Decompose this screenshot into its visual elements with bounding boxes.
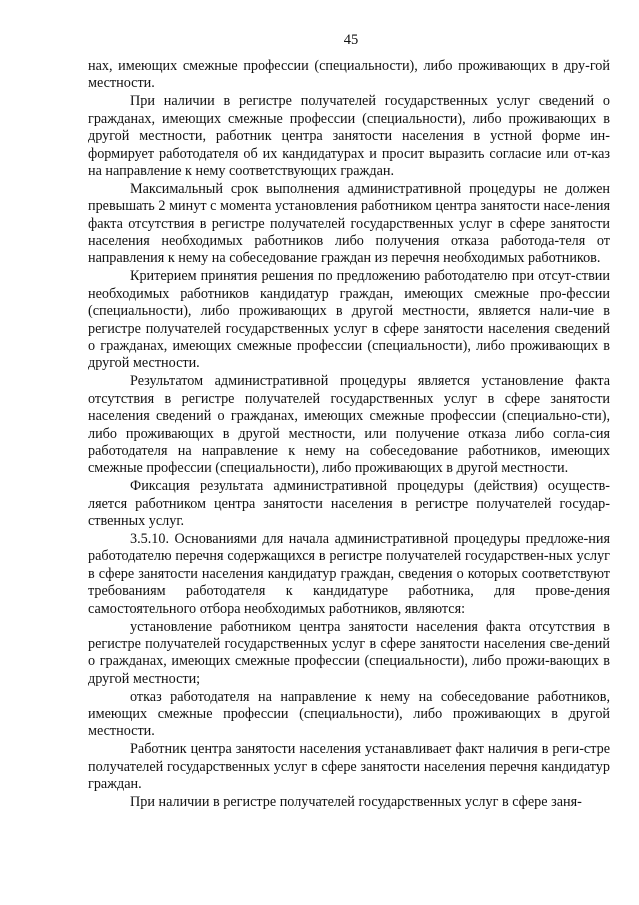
paragraph-7: 3.5.10. Основаниями для начала административной процедуры предложе-ния работодателю перечня содержащихся в регистре получателей государствен-ных услуг в сфере занятости населения кандидатур граждан, сведения о которых соответствуют требованиям работодателя к кандидатуре работника, для прове-дения самостоятельного отбора необходимых работников, являются: <box>88 530 610 617</box>
paragraph-6: Фиксация результата административной процедуры (действия) осуществ-ляется работником центра занятости населения в регистре получателей государ-ственных услуг. <box>88 478 610 530</box>
paragraph-3: Максимальный срок выполнения административной процедуры не должен превышать 2 минут с момента установления работником центра занятости насе-ления факта отсутствия в регистре получателей государственных услуг в сфере занятости населения необходимых работников либо получения отказа работода-теля от направления к нему на собеседование граждан из перечня необходимых работников. <box>88 180 610 267</box>
paragraph-2: При наличии в регистре получателей государственных услуг сведений о гражданах, имеющих смежные профессии (специальности), либо проживающих в другой местности, работник центра занятости населения в устной форме ин-формирует работодателя об их кандидатурах и просит выразить согласие или от-каз на направление к нему соответствующих граждан. <box>88 93 610 179</box>
paragraph-4: Критерием принятия решения по предложению работодателю при отсут-ствии необходимых работников кандидатур граждан, имеющих смежные про-фессии (специальности), либо проживающих в другой местности, является нали-чие в регистре получателей государственных услуг в сфере занятости населения сведений о гражданах, имеющих смежные профессии (специальности), либо проживающих в другой местности. <box>88 268 610 372</box>
paragraph-1: нах, имеющих смежные профессии (специальности), либо проживающих в дру-гой местности. <box>88 58 610 92</box>
page-number: 45 <box>343 32 359 48</box>
paragraph-11: При наличии в регистре получателей государственных услуг в сфере заня- <box>130 794 582 811</box>
paragraph-8: установление работником центра занятости населения факта отсутствия в регистре получателей государственных услуг в сфере занятости населения све-дений о гражданах, имеющих смежные профессии (специальности), либо прожи-вающих в другой местности; <box>88 618 610 687</box>
paragraph-5: Результатом административной процедуры является установление факта отсутствия в регистре получателей государственных услуг в сфере занятости населения сведений о гражданах, имеющих смежные профессии (специально-сти), либо проживающих в другой местности, или получение отказа либо согла-сия работодателя на направление к нему на собеседование работников, имеющих смежные профессии (специальности), либо проживающих в другой местности. <box>88 373 610 477</box>
paragraph-9: отказ работодателя на направление к нему на собеседование работников, имеющих смежные профессии (специальности), либо проживающих в другой местности. <box>88 688 610 740</box>
document-page <box>88 30 610 811</box>
paragraph-10: Работник центра занятости населения устанавливает факт наличия в реги-стре получателей государственных услуг в сфере занятости населения перечня кандидатур граждан. <box>88 741 610 793</box>
